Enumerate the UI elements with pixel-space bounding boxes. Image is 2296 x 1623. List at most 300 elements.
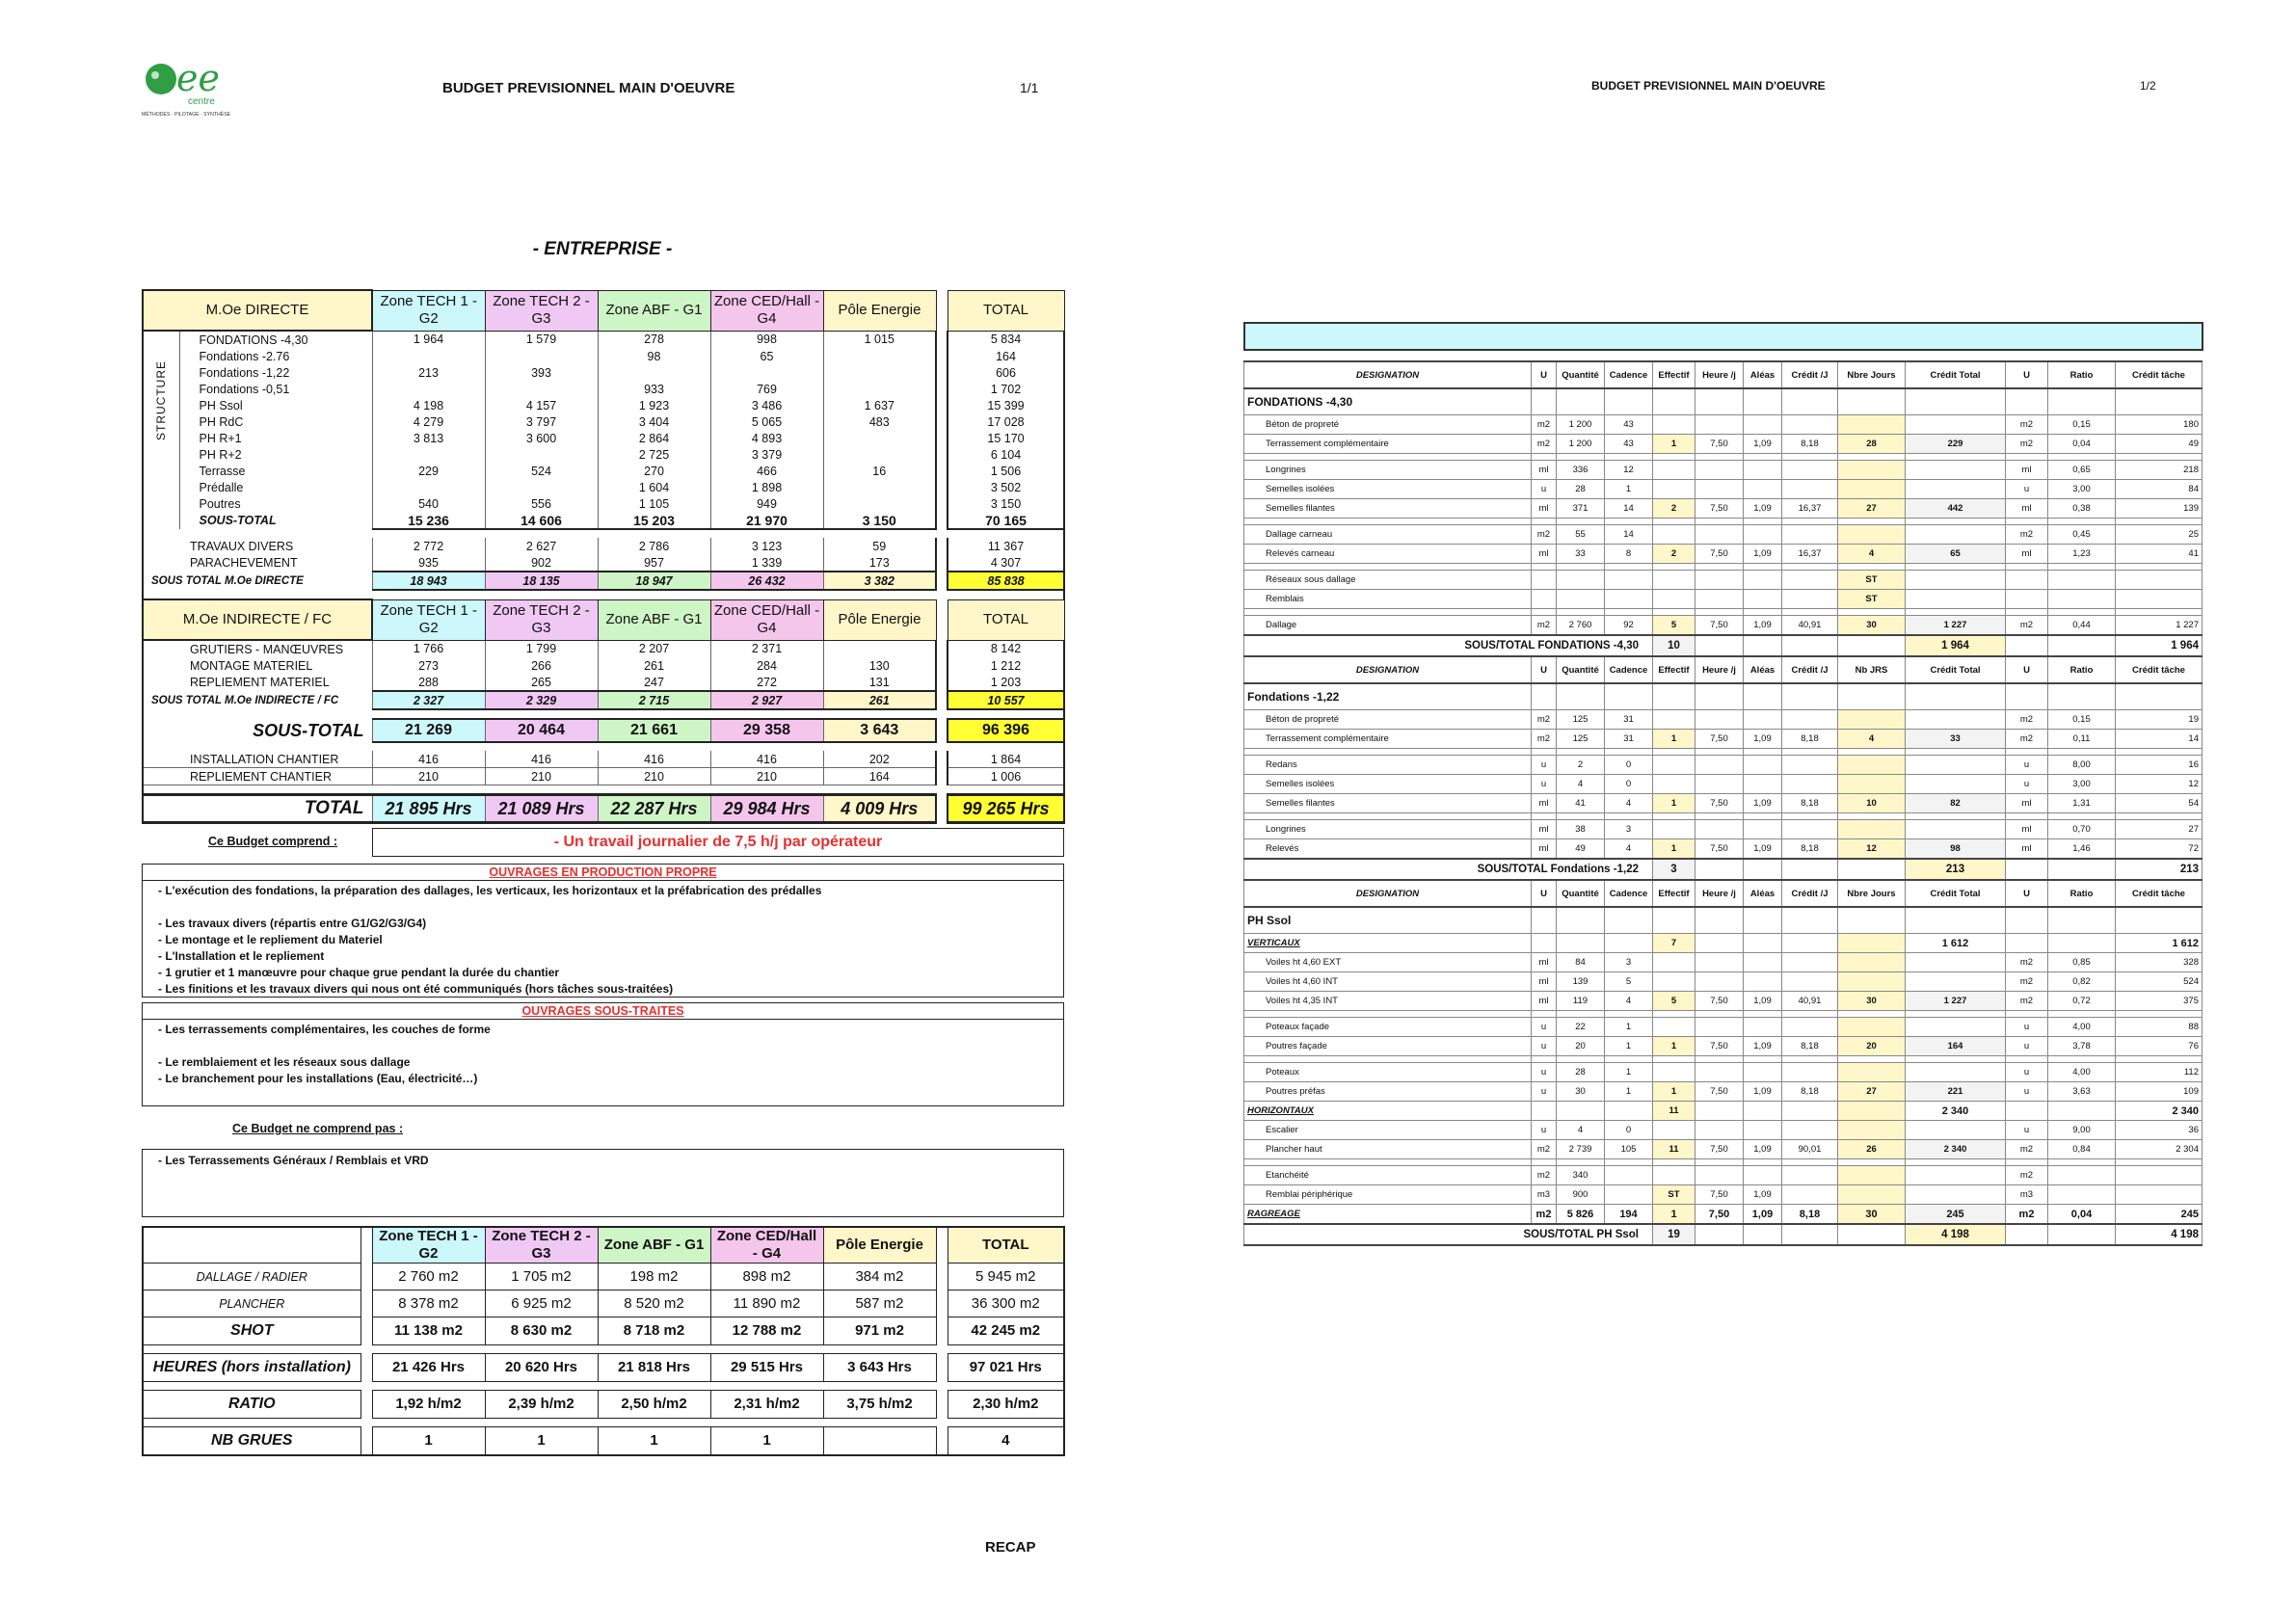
recap-label: SHOT (143, 1317, 360, 1345)
detail-cell: 5 (1653, 992, 1695, 1011)
total-cell: 164 (948, 348, 1064, 364)
empty-cell (2048, 635, 2116, 656)
recap-row (143, 1317, 1064, 1345)
detail-cell: 8,18 (1782, 435, 1838, 454)
recap-value: 1 (372, 1427, 485, 1456)
spacer-cell (2048, 609, 2116, 616)
detail-cell (2116, 571, 2203, 590)
spacer-cell (1244, 609, 1532, 616)
detail-cell: 1,09 (1744, 1205, 1782, 1225)
spacer-cell (1744, 1011, 1782, 1018)
detail-cell: 7,50 (1695, 992, 1744, 1011)
detail-table (1243, 360, 2203, 1246)
spacer-cell (1782, 813, 1838, 820)
recap-value: 29 515 Hrs (710, 1354, 823, 1382)
detail-cell: 7,50 (1695, 435, 1744, 454)
column-header: Cadence (1605, 656, 1653, 683)
spacer-cell (1605, 749, 1653, 756)
value-cell: 416 (372, 751, 485, 768)
production-item (158, 899, 1048, 916)
spacer-cell (2116, 564, 2203, 571)
detail-cell: Béton de propreté (1244, 415, 1532, 435)
spacer-cell (1653, 454, 1695, 461)
detail-cell: m2 (1532, 435, 1557, 454)
spacer-cell (1838, 1056, 1906, 1063)
row-label: SOUS TOTAL M.Oe DIRECTE (143, 572, 372, 590)
value-cell: 21 970 (710, 512, 823, 529)
empty-cell (1532, 1102, 1557, 1121)
detail-cell (1695, 480, 1744, 499)
detail-cell: m2 (2006, 616, 2048, 636)
detail-cell: 1 (1605, 1082, 1653, 1102)
detail-cell (1906, 571, 2006, 590)
value-cell: 4 279 (372, 413, 485, 430)
detail-cell: 3 (1605, 953, 1653, 972)
value-cell: 164 (823, 768, 936, 785)
indirecte-header-row (143, 599, 1064, 640)
detail-cell: 4 (1605, 992, 1653, 1011)
detail-section-row (1244, 388, 2203, 415)
detail-cell: 31 (1605, 730, 1653, 749)
detail-cell: Voiles ht 4,60 EXT (1244, 953, 1532, 972)
detail-cell: 7,50 (1695, 794, 1744, 813)
spacer-cell (1557, 749, 1605, 756)
detail-cell (1557, 571, 1605, 590)
detail-cell: Poutres façade (1244, 1037, 1532, 1056)
detail-cell: 1,09 (1744, 992, 1782, 1011)
detail-cell: m2 (2006, 730, 2048, 749)
empty-cell (1782, 683, 1838, 710)
column-header: DESIGNATION (1244, 656, 1532, 683)
detail-cell: 3,00 (2048, 480, 2116, 499)
detail-cell (1695, 710, 1744, 730)
spacer-cell (2116, 454, 2203, 461)
detail-cell: 31 (1605, 710, 1653, 730)
value-cell: 2 786 (598, 538, 710, 554)
detail-cell: 33 (1906, 730, 2006, 749)
detail-cell: ml (2006, 839, 2048, 860)
detail-cell: 0,15 (2048, 415, 2116, 435)
row-label: INSTALLATION CHANTIER (143, 751, 372, 768)
row-label: Fondations -2.76 (199, 349, 290, 363)
detail-cell: 38 (1557, 820, 1605, 839)
spacer-cell (2116, 1056, 2203, 1063)
gap-cell (936, 599, 948, 640)
spacer-cell (2116, 1011, 2203, 1018)
detail-group-row (1244, 1102, 2203, 1121)
value-cell: 1 015 (823, 331, 936, 348)
exclusions-box (142, 1149, 1064, 1217)
detail-section-row (1244, 907, 2203, 934)
column-header: Effectif (1653, 361, 1695, 388)
detail-cell (1906, 525, 2006, 545)
detail-cell: 2 340 (1906, 1140, 2006, 1159)
detail-cell: u (2006, 1121, 2048, 1140)
value-cell: 270 (598, 463, 710, 479)
spacer-cell (1244, 519, 1532, 525)
sous-traites-title: OUVRAGES SOUS-TRAITES (143, 1003, 1063, 1020)
empty-cell (2048, 683, 2116, 710)
zone-header: Zone ABF - G1 (598, 290, 710, 331)
value-cell (823, 446, 936, 463)
detail-cell (1744, 775, 1782, 794)
detail-cell: ml (1532, 992, 1557, 1011)
detail-cell: u (1532, 1037, 1557, 1056)
detail-cell: Voiles ht 4,60 INT (1244, 972, 1532, 992)
detail-cell: 1,09 (1744, 794, 1782, 813)
row-label: PH Ssol (199, 398, 243, 412)
spacer-cell (1838, 454, 1906, 461)
total-cell: 10 557 (948, 691, 1064, 709)
empty-cell (2048, 388, 2116, 415)
total-cell: 17 028 (948, 413, 1064, 430)
empty-cell (1605, 683, 1653, 710)
value-cell: 2 772 (372, 538, 485, 554)
detail-spacer (1244, 609, 2203, 616)
spacer-cell (2048, 749, 2116, 756)
detail-cell: 5 826 (1557, 1205, 1605, 1225)
value-cell: 98 (598, 348, 710, 364)
detail-header-row (1244, 656, 2203, 683)
group-effectif: 7 (1653, 934, 1695, 953)
column-header: Crédit /J (1782, 880, 1838, 907)
gap-cell (936, 1354, 948, 1382)
row-label: PH R+2 (199, 447, 242, 462)
group-effectif: 11 (1653, 1102, 1695, 1121)
total-cell: 8 142 (948, 640, 1064, 657)
detail-row (1244, 545, 2203, 564)
recap-value: 8 378 m2 (372, 1290, 485, 1317)
value-cell: 131 (823, 674, 936, 691)
gap-cell (936, 674, 948, 691)
recap-value: 11 138 m2 (372, 1317, 485, 1345)
detail-cell: 98 (1906, 839, 2006, 860)
detail-cell (1782, 710, 1838, 730)
detail-cell: Réseaux sous dallage (1244, 571, 1532, 590)
detail-cell (2116, 1185, 2203, 1205)
detail-cell: 49 (1557, 839, 1605, 860)
empty-cell (1695, 907, 1744, 934)
detail-cell: 7,50 (1695, 1082, 1744, 1102)
detail-cell: m2 (1532, 1166, 1557, 1185)
detail-cell: 1,09 (1744, 1037, 1782, 1056)
detail-cell: 36 (2116, 1121, 2203, 1140)
detail-cell: 84 (2116, 480, 2203, 499)
empty-cell (1744, 1102, 1782, 1121)
spacer-cell (1906, 454, 2006, 461)
detail-header-row (1244, 880, 2203, 907)
structure-row (143, 381, 1064, 397)
detail-cell: u (2006, 1063, 2048, 1082)
detail-cell (1744, 1063, 1782, 1082)
value-cell: 29 358 (710, 719, 823, 742)
total-cell: 1 702 (948, 381, 1064, 397)
value-cell (823, 495, 936, 512)
subtotal-credit: 4 198 (1906, 1224, 2006, 1245)
section-title: PH Ssol (1244, 907, 1532, 934)
detail-cell: 0,04 (2048, 435, 2116, 454)
value-cell: 2 927 (710, 691, 823, 709)
structure-row (143, 331, 1064, 348)
detail-cell (1838, 953, 1906, 972)
separator-row (143, 742, 1064, 751)
detail-cell: 0,38 (2048, 499, 2116, 519)
recap-total: 5 945 m2 (948, 1264, 1064, 1290)
recap-total: 36 300 m2 (948, 1290, 1064, 1317)
zone-header-total: TOTAL (948, 290, 1064, 331)
detail-cell: 2 (1653, 499, 1695, 519)
column-header: Nbre Jours (1838, 880, 1906, 907)
zone-header: Zone TECH 1 - G2 (372, 290, 485, 331)
recap-value: 587 m2 (823, 1290, 936, 1317)
spacer-cell (1906, 609, 2006, 616)
separator-row (143, 590, 1064, 599)
column-header: Crédit tâche (2116, 361, 2203, 388)
recap-value: 198 m2 (598, 1264, 710, 1290)
detail-cell: 7,50 (1695, 1140, 1744, 1159)
gap-cell (936, 1290, 948, 1317)
spacer-cell (1744, 1056, 1782, 1063)
spacer-cell (1838, 1011, 1906, 1018)
recap-value: 1 (485, 1427, 598, 1456)
value-cell: 540 (372, 495, 485, 512)
value-cell (823, 348, 936, 364)
detail-cell: 30 (1838, 616, 1906, 636)
detail-cell: 1,09 (1744, 1140, 1782, 1159)
total-cell: 99 265 Hrs (948, 795, 1064, 823)
detail-cell: ml (2006, 545, 2048, 564)
group-tache: 1 612 (2116, 934, 2203, 953)
spacer-cell (2006, 1159, 2048, 1166)
value-cell: 229 (372, 463, 485, 479)
detail-cell: 125 (1557, 730, 1605, 749)
value-cell: 2 725 (598, 446, 710, 463)
spacer-cell (1695, 564, 1744, 571)
total-cell: 3 502 (948, 479, 1064, 495)
group-label: HORIZONTAUX (1244, 1102, 1532, 1121)
gap-cell (936, 554, 948, 572)
spacer-cell (1605, 609, 1653, 616)
right-header-title: BUDGET PREVISIONNEL MAIN D'OEUVRE (1591, 79, 1826, 93)
detail-cell (1838, 972, 1906, 992)
detail-cell: 20 (1838, 1037, 1906, 1056)
detail-cell: 2 760 (1557, 616, 1605, 636)
subtotal-row (143, 512, 1064, 529)
detail-cell: Dallage carneau (1244, 525, 1532, 545)
spacer-cell (1244, 1011, 1532, 1018)
recap-value: 6 925 m2 (485, 1290, 598, 1317)
detail-cell: 0,72 (2048, 992, 2116, 1011)
subtotal-credit: 213 (1906, 859, 2006, 880)
value-cell: 416 (710, 751, 823, 768)
detail-cell: m2 (1532, 1140, 1557, 1159)
detail-cell: 19 (2116, 710, 2203, 730)
gap-cell (936, 397, 948, 413)
detail-cell: ml (1532, 545, 1557, 564)
detail-cell (1744, 571, 1782, 590)
recap-value: 3,75 h/m2 (823, 1391, 936, 1419)
value-cell: 416 (598, 751, 710, 768)
detail-cell: 8,18 (1782, 1205, 1838, 1225)
production-item: - Le montage et le repliement du Materiel (158, 933, 383, 946)
zone-header: Zone CED/Hall - G4 (710, 1227, 823, 1264)
spacer-cell (1653, 564, 1695, 571)
detail-cell (1782, 480, 1838, 499)
empty-cell (1695, 934, 1744, 953)
detail-cell (1744, 590, 1782, 609)
detail-cell: 0 (1605, 775, 1653, 794)
section-title: FONDATIONS -4,30 (1244, 388, 1532, 415)
detail-cell: u (2006, 756, 2048, 775)
value-cell (372, 446, 485, 463)
value-cell: 130 (823, 657, 936, 674)
gap-cell (936, 719, 948, 742)
empty-cell (2006, 1102, 2048, 1121)
value-cell (485, 381, 598, 397)
detail-cell: m2 (1532, 710, 1557, 730)
column-header: Crédit /J (1782, 361, 1838, 388)
detail-cell: 7,50 (1695, 1185, 1744, 1205)
gap-cell (936, 446, 948, 463)
row-label: PH R+1 (199, 431, 242, 445)
recap-value: 20 620 Hrs (485, 1354, 598, 1382)
detail-cell: 0 (1605, 756, 1653, 775)
column-header: Effectif (1653, 880, 1695, 907)
detail-cell: 4 (1605, 839, 1653, 860)
value-cell: 16 (823, 463, 936, 479)
spacer-cell (1244, 564, 1532, 571)
detail-cell (1838, 820, 1906, 839)
detail-cell (1838, 415, 1906, 435)
detail-cell (1744, 710, 1782, 730)
value-cell: 3 643 (823, 719, 936, 742)
detail-cell: 16 (2116, 756, 2203, 775)
row-label: REPLIEMENT CHANTIER (143, 768, 372, 785)
detail-cell: 0,04 (2048, 1205, 2116, 1225)
empty-cell (2048, 1102, 2116, 1121)
empty-cell (2006, 388, 2048, 415)
detail-cell: 10 (1838, 794, 1906, 813)
value-cell: 1 898 (710, 479, 823, 495)
row-label: Terrasse (199, 464, 246, 478)
detail-cell: 1 (1653, 730, 1695, 749)
value-cell: 3 486 (710, 397, 823, 413)
spacer-cell (2006, 813, 2048, 820)
detail-cell (1782, 1018, 1838, 1037)
detail-cell (1744, 525, 1782, 545)
detail-cell: 9,00 (2048, 1121, 2116, 1140)
empty-cell (1838, 683, 1906, 710)
spacer-cell (2006, 749, 2048, 756)
detail-cell: u (1532, 1121, 1557, 1140)
empty-cell (1782, 1224, 1838, 1245)
detail-cell (1695, 590, 1744, 609)
row-label: SOUS-TOTAL (199, 514, 277, 527)
section-title: Fondations -1,22 (1244, 683, 1532, 710)
detail-cell: RAGREAGE (1244, 1205, 1532, 1225)
production-item: - 1 grutier et 1 manœuvre pour chaque grue pendant la durée du chantier (158, 966, 560, 979)
detail-cell (1838, 480, 1906, 499)
spacer-cell (1782, 1011, 1838, 1018)
spacer-cell (1557, 1056, 1605, 1063)
zone-header-total: TOTAL (948, 599, 1064, 640)
total-cell: 5 834 (948, 331, 1064, 348)
detail-row (1244, 972, 2203, 992)
detail-cell (1532, 571, 1557, 590)
detail-cell: 76 (2116, 1037, 2203, 1056)
detail-cell: 11 (1653, 1140, 1695, 1159)
value-cell (710, 364, 823, 381)
empty-cell (1532, 683, 1557, 710)
value-cell: 769 (710, 381, 823, 397)
empty-cell (2048, 859, 2116, 880)
detail-cell: 1,09 (1744, 1185, 1782, 1205)
detail-cell: 328 (2116, 953, 2203, 972)
detail-cell: u (2006, 1018, 2048, 1037)
recap-separator (143, 1345, 1064, 1354)
extra-row (143, 554, 1064, 572)
empty-cell (2006, 683, 2048, 710)
spacer-cell (1605, 564, 1653, 571)
detail-cell: 1,09 (1744, 839, 1782, 860)
detail-cell: 7,50 (1695, 1205, 1744, 1225)
gap-cell (936, 381, 948, 397)
column-header: U (2006, 361, 2048, 388)
recap-total: 42 245 m2 (948, 1317, 1064, 1345)
value-cell: 483 (823, 413, 936, 430)
spacer-cell (1605, 454, 1653, 461)
spacer-cell (1244, 1159, 1532, 1166)
structure-row (143, 446, 1064, 463)
empty-cell (1557, 683, 1605, 710)
value-cell: 3 382 (823, 572, 936, 590)
recap-row (143, 1391, 1064, 1419)
detail-cell: 43 (1605, 435, 1653, 454)
recap-value: 1 (598, 1427, 710, 1456)
detail-cell: Redans (1244, 756, 1532, 775)
detail-cell: 2 739 (1557, 1140, 1605, 1159)
value-cell: 288 (372, 674, 485, 691)
detail-cell: 27 (2116, 820, 2203, 839)
detail-row (1244, 1140, 2203, 1159)
value-cell (372, 479, 485, 495)
spacer-cell (1695, 813, 1744, 820)
detail-cell: 112 (2116, 1063, 2203, 1082)
exclusion-item: - Les Terrassements Généraux / Remblais et VRD (158, 1154, 429, 1167)
recap-value: 12 788 m2 (710, 1317, 823, 1345)
empty-cell (1782, 934, 1838, 953)
column-header: U (2006, 880, 2048, 907)
detail-cell: 1,23 (2048, 545, 2116, 564)
empty-cell (1695, 683, 1744, 710)
detail-cell: ml (2006, 820, 2048, 839)
recap-value: 1 (710, 1427, 823, 1456)
zone-header: Zone ABF - G1 (598, 599, 710, 640)
column-header: Aléas (1744, 361, 1782, 388)
recap-value: 384 m2 (823, 1264, 936, 1290)
value-cell: 949 (710, 495, 823, 512)
value-cell (485, 479, 598, 495)
detail-cell (1653, 710, 1695, 730)
separator-cell (143, 529, 1064, 538)
detail-cell (2006, 590, 2048, 609)
spacer-cell (1744, 813, 1782, 820)
structure-label: STRUCTURE (154, 359, 169, 440)
empty-cell (2006, 1224, 2048, 1245)
gap-cell (936, 795, 948, 823)
value-cell: 273 (372, 657, 485, 674)
left-header-title: BUDGET PREVISIONNEL MAIN D'OEUVRE (442, 80, 735, 96)
